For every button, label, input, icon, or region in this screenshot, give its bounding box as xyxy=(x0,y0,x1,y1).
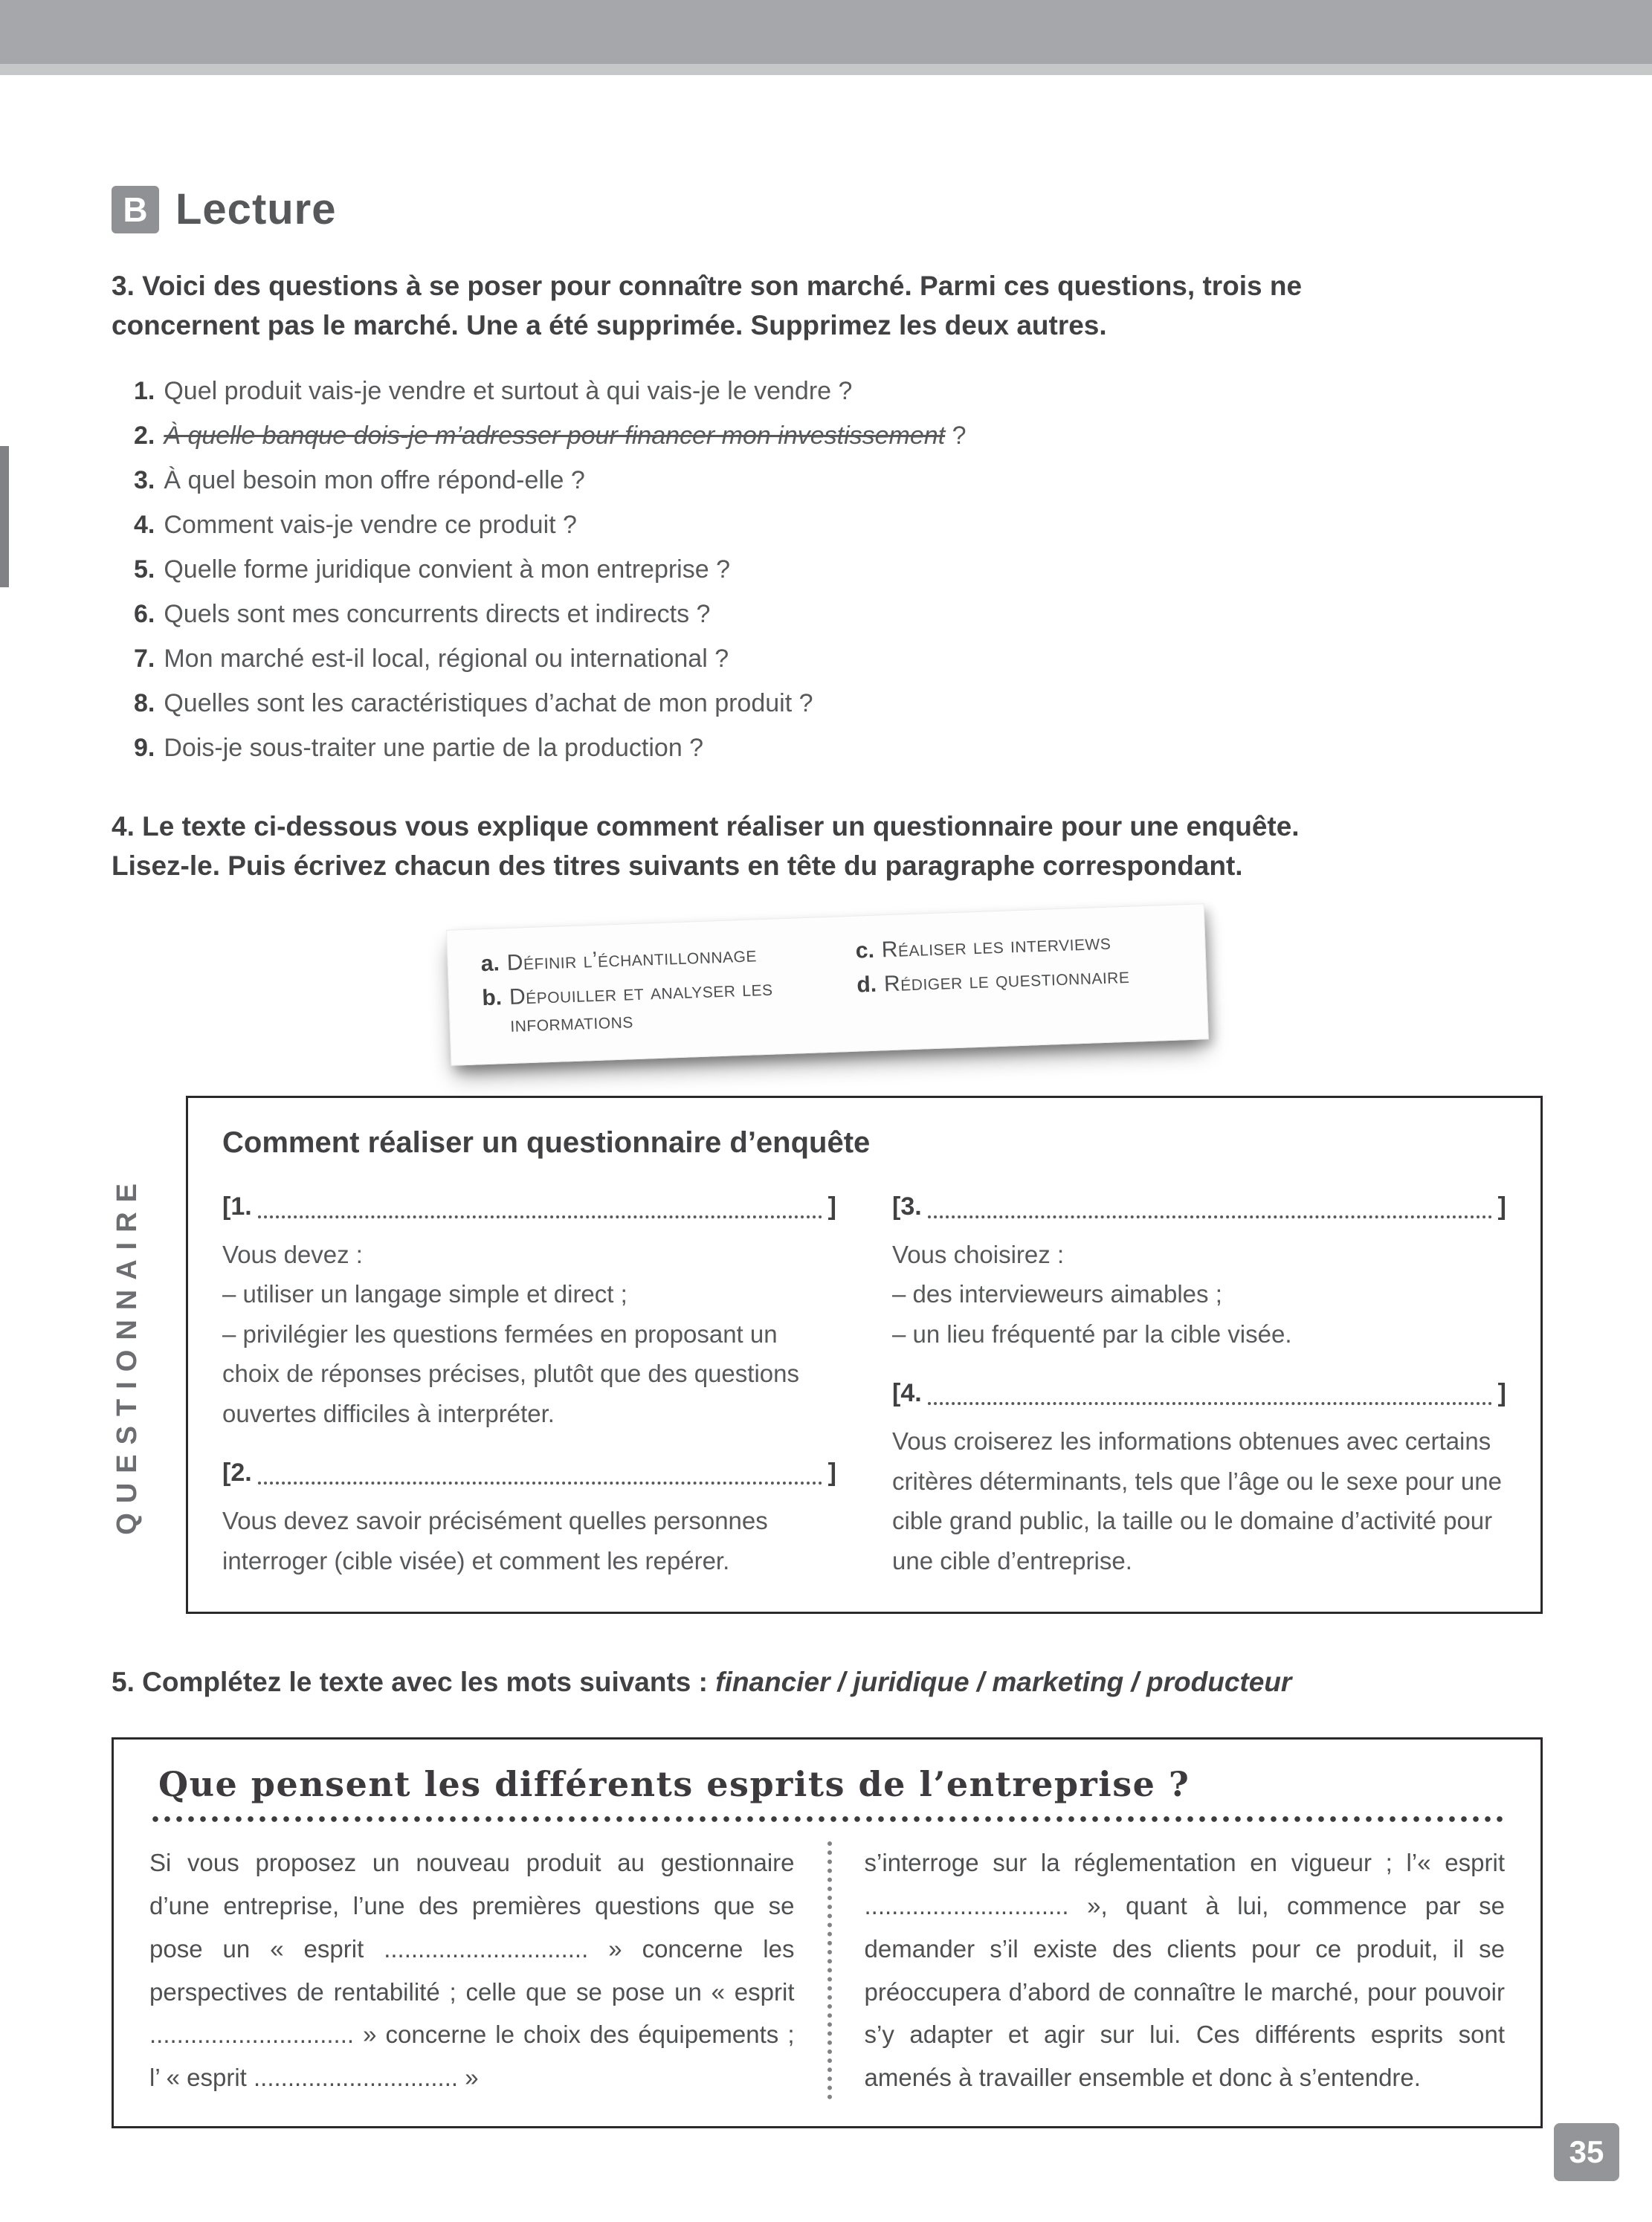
question-number: 3. xyxy=(134,466,155,495)
question-number: 8. xyxy=(134,689,155,718)
exercise4-instruction-line-1: 4. Le texte ci-dessous vous explique comment réaliser un questionnaire pour une enquête. xyxy=(112,811,1300,842)
question-number: 7. xyxy=(134,645,155,674)
question-text: Quelle forme juridique convient à mon entreprise ? xyxy=(164,555,730,584)
titles-card xyxy=(446,903,1209,1065)
paragraph-blank-heading xyxy=(222,1453,836,1493)
title-option-text: Définir l’échantillonnage xyxy=(506,942,757,976)
section-title: Lecture xyxy=(175,185,337,233)
paragraph-line: – privilégier les questions fermées en proposant un choix de réponses précises, plutôt que des questions ouvertes difficiles à interpréter. xyxy=(222,1320,799,1427)
question-text-struck: À quelle banque dois-je m’adresser pour financer mon investissement xyxy=(164,422,946,450)
exercise5-word-list: financier / juridique / marketing / producteur xyxy=(715,1666,1292,1697)
question-item xyxy=(134,458,1543,503)
question-item xyxy=(134,547,1543,592)
questionnaire-paragraph-2 xyxy=(222,1453,836,1580)
blank-open: [3. xyxy=(892,1192,922,1221)
dotted-leader xyxy=(922,1373,1498,1414)
blank-close: ] xyxy=(1497,1192,1506,1221)
paragraph-line: Vous choisirez : xyxy=(892,1240,1065,1268)
question-suffix: ? xyxy=(945,422,967,450)
exercise5-instruction xyxy=(112,1663,1543,1702)
title-option-letter: b. xyxy=(481,984,503,1010)
completion-text-left: Si vous proposez un nouveau produit au gestionnaire d’une entreprise, l’une des premières questions que se pose un « esprit .............................. » concerne les perspectives de rentabilité ; celle que se pose un « esprit .............................. » concerne le choix des équipements ; l’ « esprit .............................. » xyxy=(149,1849,795,2092)
question-number: 5. xyxy=(134,555,155,584)
questionnaire-column-right xyxy=(892,1186,1506,1580)
question-text: Dois-je sous-traiter une partie de la production ? xyxy=(164,734,704,763)
title-option-d xyxy=(856,960,1177,1027)
questionnaire-paragraph-4 xyxy=(892,1373,1506,1580)
dotted-leader xyxy=(922,1186,1498,1227)
questionnaire-side-label: QUESTIONNAIRE xyxy=(112,1174,143,1536)
paragraph-blank-heading xyxy=(222,1186,836,1227)
question-item xyxy=(134,726,1543,770)
question-list xyxy=(112,369,1543,770)
completion-box-title: Que pensent les différents esprits de l’entreprise ? xyxy=(158,1764,1190,1805)
question-number: 6. xyxy=(134,600,155,629)
blank-open: [2. xyxy=(222,1458,252,1487)
question-item xyxy=(134,413,1543,458)
paragraph-line: Vous devez : xyxy=(222,1240,363,1268)
dotted-rule xyxy=(149,1815,1505,1824)
title-option-text: Rédiger le questionnaire xyxy=(883,963,1130,996)
question-text: À quel besoin mon offre répond-elle ? xyxy=(164,466,585,495)
questionnaire-heading: Comment réaliser un questionnaire d’enquête xyxy=(222,1125,871,1159)
exercise3-instruction-line-1: 3. Voici des questions à se poser pour connaître son marché. Parmi ces questions, trois ne xyxy=(112,271,1303,301)
paragraph-blank-heading xyxy=(892,1186,1506,1227)
questionnaire-column-left xyxy=(222,1186,836,1580)
title-option-letter: a. xyxy=(480,951,500,977)
blank-open: [1. xyxy=(222,1192,252,1221)
question-text: Quels sont mes concurrents directs et indirects ? xyxy=(164,600,711,629)
question-text: Quel produit vais-je vendre et surtout à qui vais-je le vendre ? xyxy=(164,377,853,406)
question-number: 1. xyxy=(134,377,155,406)
paragraph-line: – un lieu fréquenté par la cible visée. xyxy=(892,1320,1292,1348)
dotted-leader xyxy=(252,1186,828,1227)
question-text: Quelles sont les caractéristiques d’achat de mon produit ? xyxy=(164,689,813,718)
title-option-letter: d. xyxy=(856,972,877,998)
title-option-a xyxy=(480,937,856,978)
question-item xyxy=(134,503,1543,547)
question-item xyxy=(134,592,1543,636)
completion-text-box xyxy=(112,1737,1543,2128)
completion-text-right: s’interroge sur la réglementation en vigueur ; l’« esprit .............................. », quant à lui, commence par se demander s’il existe des clients pour ce produit, il se préoccupera d’abord de connaître le marché, pour pouvoir s’y adapter et agir sur lui. Ces différents esprits sont amenés à travailler ensemble et donc à s’entendre. xyxy=(827,1841,1506,2099)
exercise4-instruction-line-2: Lisez-le. Puis écrivez chacun des titres suivants en tête du paragraphe correspondant. xyxy=(112,850,1243,881)
titles-card-wrap xyxy=(112,917,1543,1053)
paragraph-line: Vous devez savoir précisément quelles personnes interroger (cible visée) et comment les repérer. xyxy=(222,1507,768,1575)
question-number: 2. xyxy=(134,422,155,450)
blank-close: ] xyxy=(827,1192,836,1221)
exercise5-instruction-text: 5. Complétez le texte avec les mots suivants : xyxy=(112,1666,716,1697)
blank-close: ] xyxy=(827,1458,836,1487)
blank-close: ] xyxy=(1497,1379,1506,1408)
questionnaire-paragraph-1 xyxy=(222,1186,836,1433)
title-option-c xyxy=(855,926,1175,965)
title-option-b xyxy=(481,971,858,1040)
question-text: Comment vais-je vendre ce produit ? xyxy=(164,511,577,540)
questionnaire-paragraph-3 xyxy=(892,1186,1506,1354)
questionnaire-columns xyxy=(222,1186,1506,1580)
exercise3-instruction-line-2: concernent pas le marché. Une a été supprimée. Supprimez les deux autres. xyxy=(112,309,1107,340)
paragraph-line: Vous croiserez les informations obtenues avec certains critères déterminants, tels que l’âge ou le sexe pour une cible grand public, la taille ou le domaine d’activité pour une cible d’entreprise. xyxy=(892,1427,1502,1575)
section-letter-badge: B xyxy=(112,186,159,233)
questionnaire-box xyxy=(186,1096,1543,1614)
title-option-text: Réaliser les interviews xyxy=(880,929,1111,963)
section-header xyxy=(112,184,1543,234)
question-number: 4. xyxy=(134,511,155,540)
question-item xyxy=(134,681,1543,726)
completion-columns xyxy=(149,1841,1505,2099)
paragraph-blank-heading xyxy=(892,1373,1506,1414)
exercise3-instruction xyxy=(112,267,1543,345)
side-label-wrap xyxy=(112,1096,186,1614)
question-number: 9. xyxy=(134,734,155,763)
title-option-letter: c. xyxy=(854,937,874,963)
question-item xyxy=(134,636,1543,681)
question-text: Mon marché est-il local, régional ou international ? xyxy=(164,645,729,674)
title-option-text: Dépouiller et analyser les informations xyxy=(508,975,773,1038)
dotted-leader xyxy=(252,1453,828,1493)
question-item xyxy=(134,369,1543,413)
paragraph-line: – des intervieweurs aimables ; xyxy=(892,1280,1222,1308)
exercise4-instruction xyxy=(112,807,1543,885)
paragraph-line: – utiliser un langage simple et direct ; xyxy=(222,1280,627,1308)
page-number-badge: 35 xyxy=(1554,2123,1619,2181)
questionnaire-section xyxy=(112,1096,1543,1614)
blank-open: [4. xyxy=(892,1379,922,1408)
